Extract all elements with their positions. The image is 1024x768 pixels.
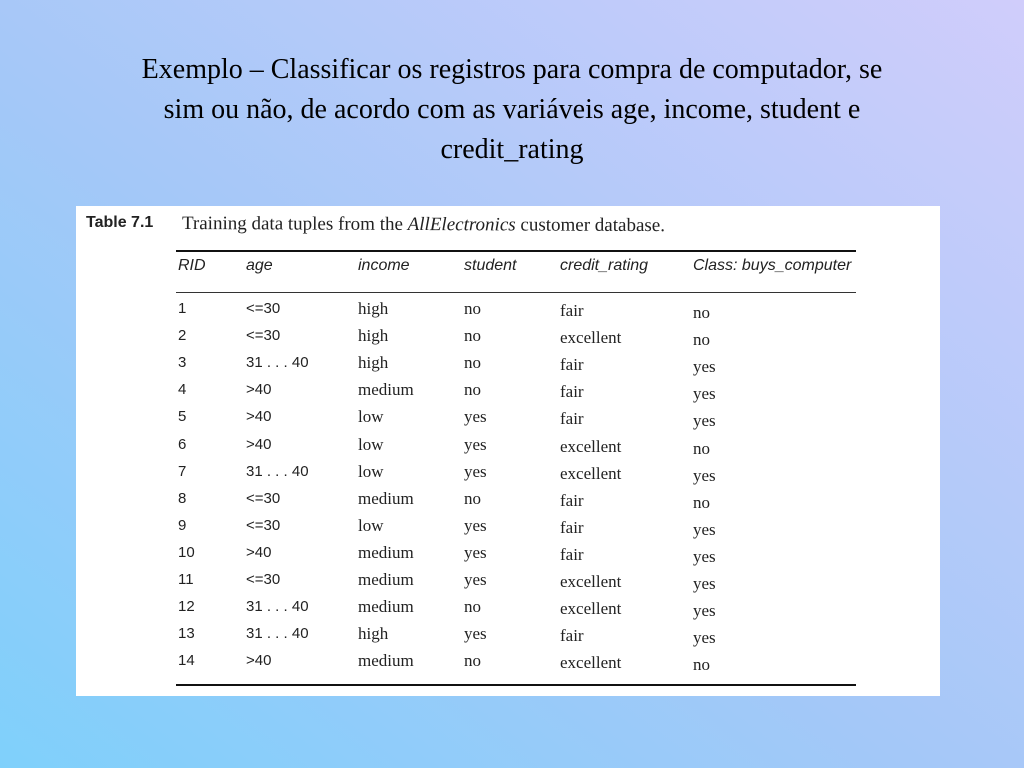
header-class: Class: buys_computer	[693, 257, 852, 274]
header-credit-rating: credit_rating	[560, 257, 649, 274]
cell-age: <=30	[246, 516, 281, 534]
cell-class: yes	[693, 546, 716, 566]
cell-age: 31 . . . 40	[246, 462, 309, 480]
cell-credit-rating: fair	[560, 544, 584, 564]
cell-income: high	[358, 299, 389, 318]
header-student: student	[464, 257, 517, 274]
cell-age: <=30	[246, 489, 281, 507]
cell-income: high	[358, 624, 389, 644]
title-line-2: sim ou não, de acordo com as variáveis age, income, student e	[163, 94, 861, 125]
cell-class: yes	[693, 519, 716, 539]
cell-class: yes	[693, 601, 716, 621]
cell-student: no	[464, 353, 481, 373]
header-income: income	[358, 257, 410, 274]
cell-age: >40	[246, 435, 272, 453]
cell-rid: 11	[178, 571, 194, 588]
cell-credit-rating: excellent	[560, 599, 622, 619]
cell-income: medium	[358, 597, 414, 617]
cell-student: yes	[464, 542, 487, 562]
table-header-rule	[176, 292, 856, 293]
cell-age: <=30	[246, 327, 281, 345]
cell-student: yes	[464, 515, 487, 535]
cell-income: medium	[358, 651, 414, 671]
cell-income: medium	[358, 542, 414, 562]
table-label: Table 7.1	[86, 214, 154, 231]
cell-class: yes	[693, 628, 716, 648]
title-line-1: Exemplo – Classificar os registros para compra de computador, se	[141, 54, 883, 85]
cell-class: yes	[693, 465, 716, 485]
cell-rid: 14	[178, 652, 195, 670]
cell-income: medium	[358, 380, 414, 400]
cell-rid: 9	[178, 516, 187, 534]
cell-student: yes	[464, 434, 487, 454]
cell-rid: 12	[178, 598, 195, 616]
cell-class: no	[693, 330, 710, 350]
table-caption	[182, 213, 872, 238]
cell-age: >40	[246, 543, 272, 561]
cell-age: <=30	[246, 300, 281, 317]
cell-class: no	[693, 438, 710, 458]
cell-credit-rating: excellent	[560, 653, 622, 673]
cell-student: no	[464, 651, 481, 671]
cell-income: medium	[358, 570, 414, 589]
title-line-3: credit_rating	[440, 134, 584, 165]
caption-pre: Training data tuples from the	[181, 213, 408, 235]
cell-income: low	[358, 407, 384, 427]
cell-income: low	[358, 434, 384, 454]
cell-credit-rating: fair	[560, 301, 584, 320]
cell-student: yes	[464, 624, 487, 644]
cell-class: yes	[693, 384, 716, 404]
cell-student: no	[464, 380, 481, 400]
table-bottom-rule	[176, 684, 856, 686]
cell-age: 31 . . . 40	[246, 354, 309, 372]
cell-rid: 8	[178, 489, 187, 507]
cell-credit-rating: fair	[560, 490, 584, 510]
cell-rid: 4	[178, 381, 187, 399]
cell-rid: 5	[178, 408, 187, 426]
cell-rid: 3	[178, 354, 187, 372]
cell-student: yes	[464, 461, 487, 481]
cell-class: yes	[693, 574, 716, 593]
cell-student: no	[464, 597, 481, 617]
caption-company: AllElectronics	[407, 213, 516, 236]
cell-income: medium	[358, 488, 414, 508]
cell-credit-rating: fair	[560, 409, 584, 429]
cell-income: low	[358, 515, 384, 535]
cell-class: yes	[693, 411, 716, 431]
cell-age: >40	[246, 652, 272, 670]
cell-credit-rating: fair	[560, 626, 584, 646]
cell-credit-rating: fair	[560, 517, 584, 537]
header-age: age	[246, 257, 273, 274]
cell-credit-rating: fair	[560, 382, 584, 402]
cell-age: <=30	[246, 571, 281, 588]
cell-income: high	[358, 326, 389, 346]
cell-student: no	[464, 299, 481, 318]
cell-class: yes	[693, 357, 716, 377]
cell-class: no	[693, 303, 710, 322]
cell-rid: 2	[178, 327, 187, 345]
cell-student: yes	[464, 407, 487, 427]
cell-class: no	[693, 492, 710, 512]
slide-title	[40, 50, 984, 170]
cell-age: 31 . . . 40	[246, 598, 309, 616]
cell-student: yes	[464, 570, 487, 589]
cell-age: >40	[246, 408, 272, 426]
cell-rid: 1	[178, 300, 187, 317]
table-scan-image	[76, 206, 940, 696]
table-top-rule	[176, 250, 856, 252]
cell-rid: 13	[178, 625, 195, 643]
cell-student: no	[464, 326, 481, 346]
cell-age: >40	[246, 381, 272, 399]
cell-student: no	[464, 488, 481, 508]
cell-credit-rating: fair	[560, 355, 584, 375]
cell-rid: 7	[178, 462, 187, 480]
cell-credit-rating: excellent	[560, 328, 622, 348]
cell-credit-rating: excellent	[560, 572, 622, 591]
cell-income: high	[358, 353, 389, 373]
cell-rid: 10	[178, 543, 195, 561]
cell-rid: 6	[178, 435, 187, 453]
cell-class: no	[693, 655, 710, 675]
caption-post: customer database.	[515, 214, 666, 237]
cell-credit-rating: excellent	[560, 436, 622, 456]
cell-income: low	[358, 461, 384, 481]
cell-credit-rating: excellent	[560, 463, 622, 483]
header-rid: RID	[178, 257, 206, 274]
cell-age: 31 . . . 40	[246, 625, 309, 643]
